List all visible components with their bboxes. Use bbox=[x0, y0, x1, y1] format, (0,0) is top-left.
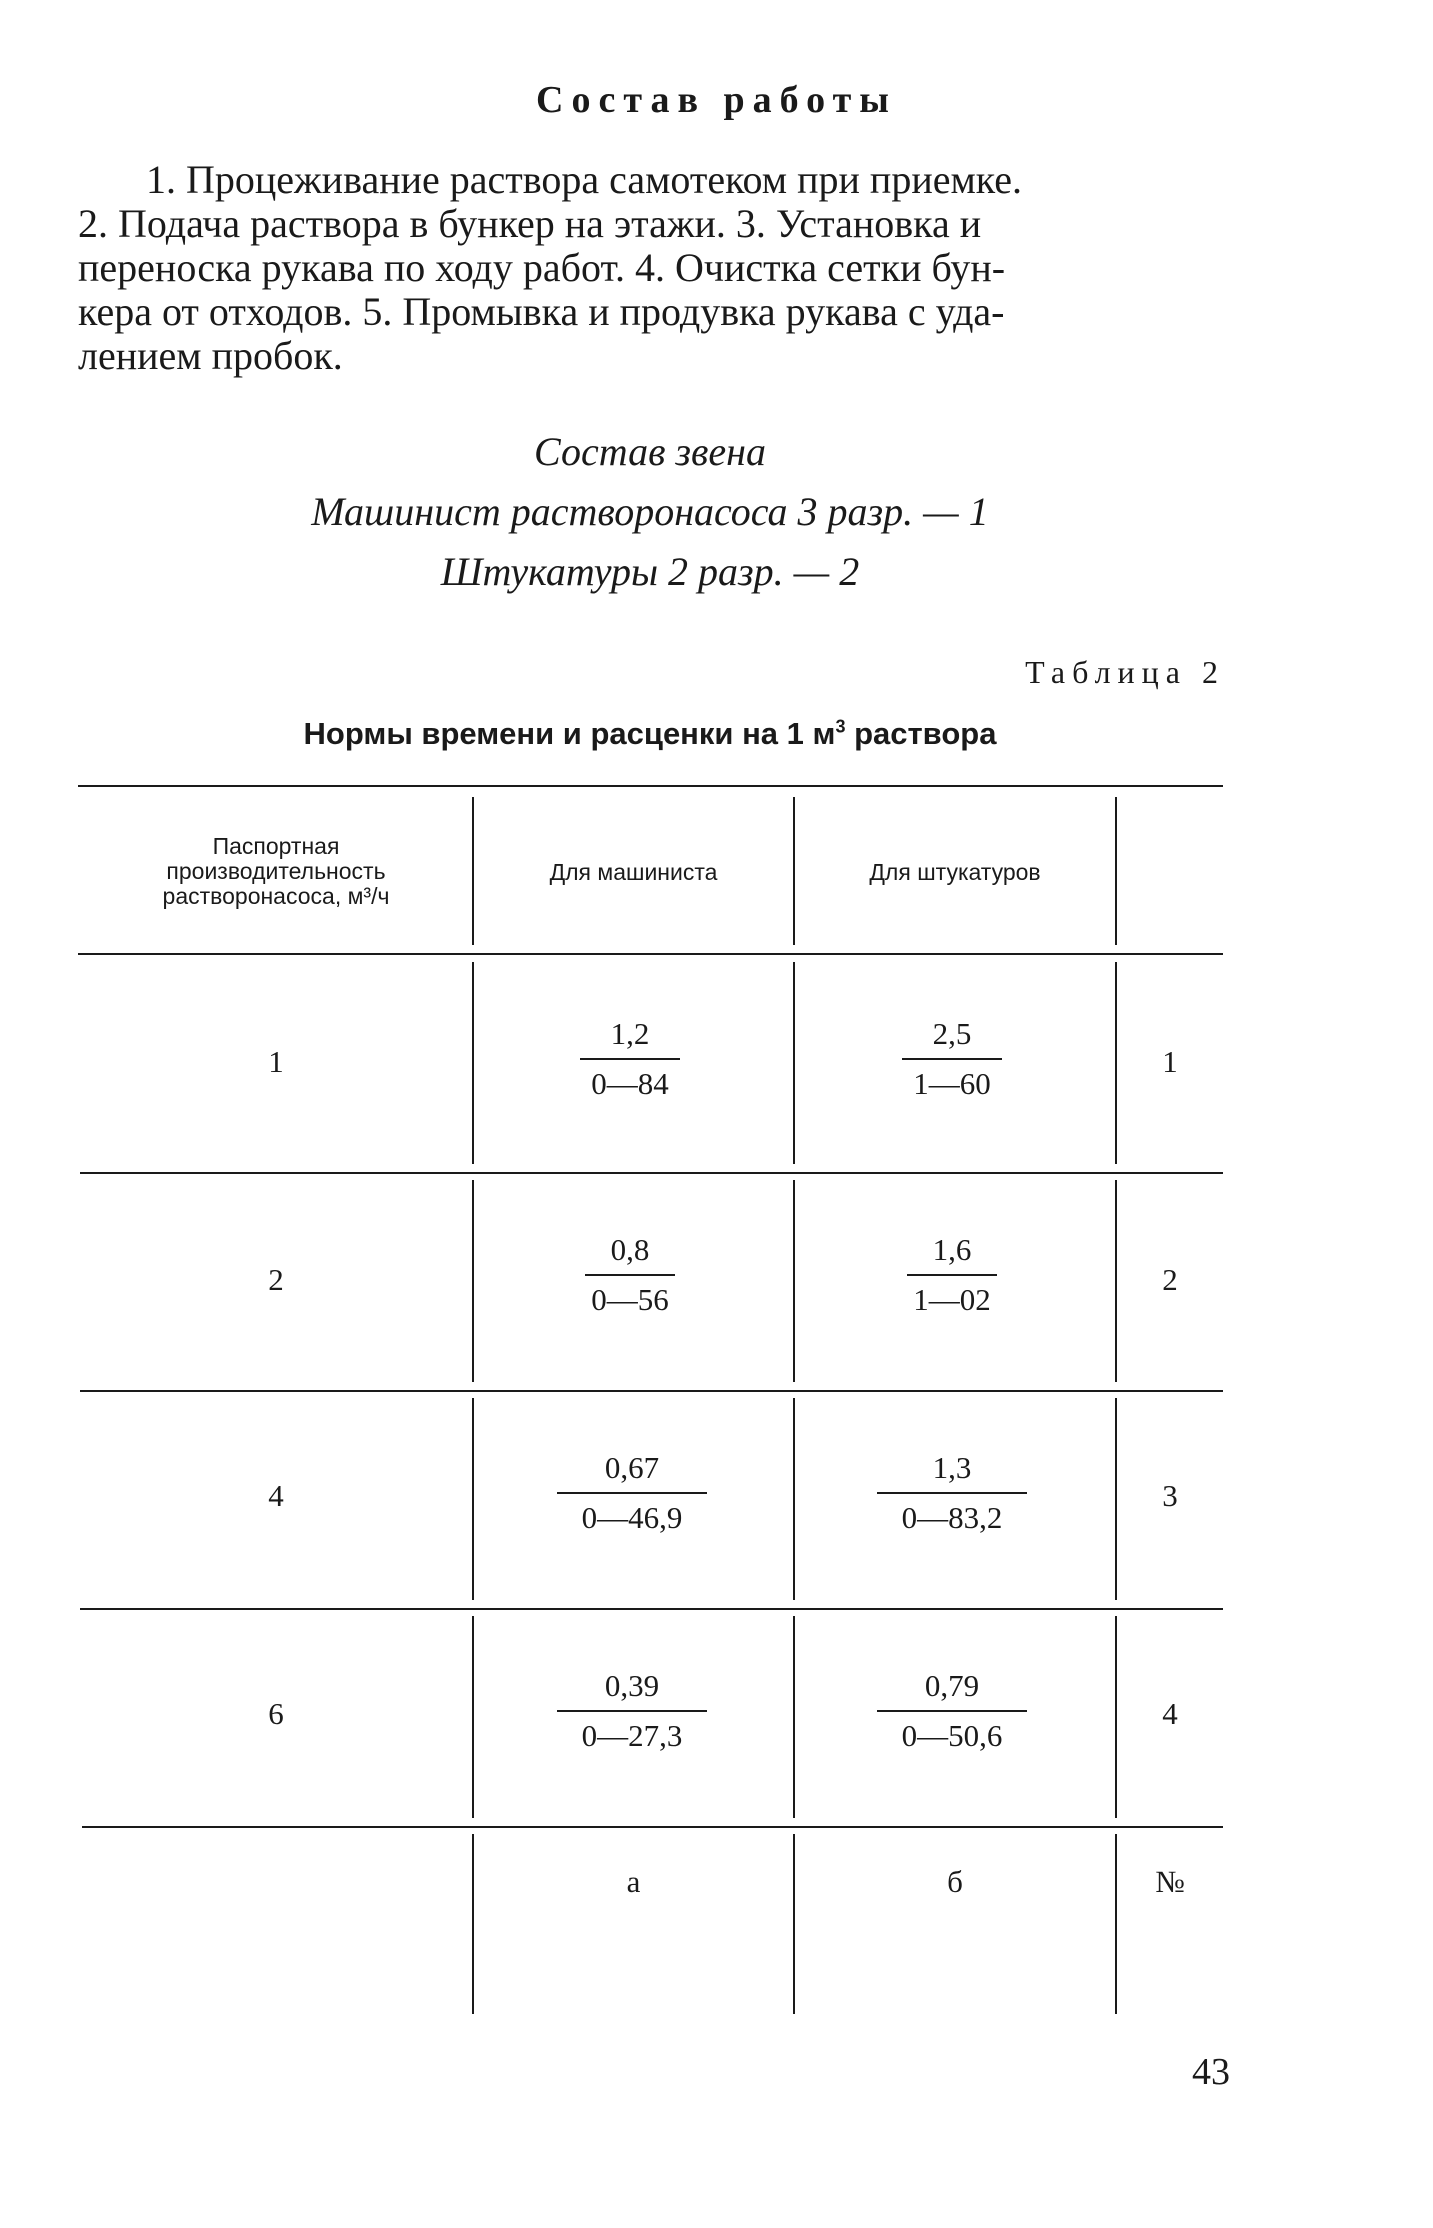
cell-machinist-fraction bbox=[557, 1450, 707, 1536]
table-rule-row bbox=[80, 1172, 1223, 1174]
table-col-separator bbox=[793, 1398, 795, 1600]
machinist-norm: 1,2 bbox=[610, 1016, 650, 1051]
plasterers-norm: 1,3 bbox=[932, 1450, 972, 1485]
table-rule-top bbox=[78, 785, 1223, 787]
plasterers-rate: 1—02 bbox=[907, 1274, 997, 1318]
cell-row-number: 1 bbox=[1162, 1044, 1178, 1079]
cell-productivity: 1 bbox=[268, 1044, 284, 1079]
machinist-norm: 0,39 bbox=[604, 1668, 660, 1703]
machinist-rate: 0—56 bbox=[585, 1274, 675, 1318]
work-line: переноска рукава по ходу работ. 4. Очистка сетки бун- bbox=[78, 245, 1006, 290]
crew-member-machinist: Машинист растворонасоса 3 разр. — 1 bbox=[311, 489, 989, 534]
cell-productivity: 6 bbox=[268, 1696, 284, 1731]
table-rule-bottom bbox=[82, 1826, 1223, 1828]
plasterers-norm: 1,6 bbox=[932, 1232, 972, 1267]
cell-plasterers-fraction bbox=[877, 1668, 1027, 1754]
section-title: Состав работы bbox=[536, 79, 897, 121]
cell-machinist-fraction bbox=[585, 1232, 675, 1318]
plasterers-rate: 0—83,2 bbox=[877, 1492, 1027, 1536]
header-machinist: Для машиниста bbox=[549, 859, 718, 885]
table-col-separator bbox=[472, 1398, 474, 1600]
work-line: 2. Подача раствора в бункер на этажи. 3. Установка и bbox=[78, 201, 982, 246]
table-rule-header bbox=[78, 953, 1223, 955]
header-productivity-line: производительность bbox=[166, 858, 386, 884]
cell-productivity: 2 bbox=[268, 1262, 284, 1297]
plasterers-norm: 0,79 bbox=[924, 1668, 980, 1703]
cell-plasterers-fraction bbox=[907, 1232, 997, 1318]
table-col-separator bbox=[472, 1834, 474, 2014]
table-col-separator bbox=[1115, 797, 1117, 945]
work-line: кера от отходов. 5. Промывка и продувка рукава с уда- bbox=[78, 289, 1005, 334]
cell-plasterers-fraction bbox=[877, 1450, 1027, 1536]
header-productivity bbox=[80, 834, 472, 909]
plasterers-rate: 0—50,6 bbox=[877, 1710, 1027, 1754]
work-line: 1. Процеживание раствора самотеком при приемке. bbox=[146, 157, 1022, 202]
table-col-separator bbox=[472, 962, 474, 1164]
header-productivity-line: растворонасоса, м³/ч bbox=[162, 883, 390, 909]
plasterers-rate: 1—60 bbox=[902, 1058, 1002, 1102]
cell-plasterers-fraction bbox=[902, 1016, 1002, 1102]
crew-title: Состав звена bbox=[533, 429, 766, 474]
machinist-norm: 0,8 bbox=[610, 1232, 650, 1267]
table-col-separator bbox=[1115, 1834, 1117, 2014]
table-col-separator bbox=[793, 1180, 795, 1382]
header-plasterers: Для штукатуров bbox=[869, 859, 1041, 885]
page-number: 43 bbox=[1192, 2051, 1230, 2093]
footer-col-no: № bbox=[1155, 1864, 1185, 1899]
header-productivity-line: Паспортная bbox=[212, 833, 340, 859]
machinist-rate: 0—27,3 bbox=[557, 1710, 707, 1754]
crew-member-plasterers: Штукатуры 2 разр. — 2 bbox=[440, 549, 860, 594]
machinist-rate: 0—84 bbox=[580, 1058, 680, 1102]
cell-row-number: 4 bbox=[1162, 1696, 1178, 1731]
table-col-separator bbox=[793, 962, 795, 1164]
cell-machinist-fraction bbox=[557, 1668, 707, 1754]
machinist-rate: 0—46,9 bbox=[557, 1492, 707, 1536]
cell-row-number: 2 bbox=[1162, 1262, 1178, 1297]
plasterers-norm: 2,5 bbox=[932, 1016, 972, 1051]
cell-row-number: 3 bbox=[1162, 1478, 1178, 1513]
table-caption-superscript: 3 bbox=[835, 716, 846, 737]
table-caption bbox=[0, 716, 1300, 752]
machinist-norm: 0,67 bbox=[604, 1450, 660, 1485]
table-rule-row bbox=[80, 1390, 1223, 1392]
cell-machinist-fraction bbox=[580, 1016, 680, 1102]
footer-col-b: б bbox=[947, 1864, 963, 1899]
cell-productivity: 4 bbox=[268, 1478, 284, 1513]
table-rule-row bbox=[80, 1608, 1223, 1610]
work-description bbox=[78, 158, 1223, 378]
table-col-separator bbox=[472, 1180, 474, 1382]
work-line: лением пробок. bbox=[78, 333, 343, 378]
table-col-separator bbox=[472, 1616, 474, 1818]
table-caption-end: раствора bbox=[845, 716, 997, 751]
table-col-separator bbox=[793, 1616, 795, 1818]
table-caption-text: Нормы времени и расценки на 1 м bbox=[303, 716, 836, 751]
table-label: Таблица 2 bbox=[1025, 654, 1225, 690]
table-col-separator bbox=[793, 1834, 795, 2014]
footer-col-a: а bbox=[626, 1864, 641, 1899]
